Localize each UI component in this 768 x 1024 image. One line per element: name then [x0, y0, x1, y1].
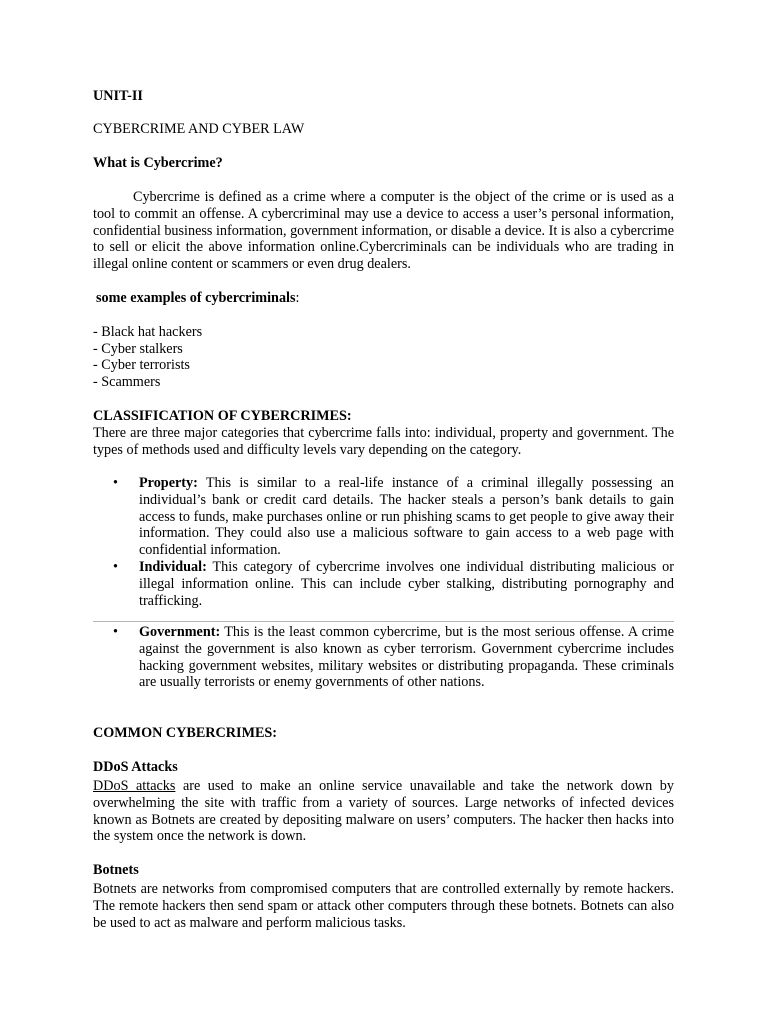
- example-item: - Black hat hackers: [93, 324, 203, 340]
- example-item: - Cyber stalkers: [93, 341, 183, 357]
- bullet-icon: •: [113, 624, 118, 640]
- bullet-icon: •: [113, 475, 118, 491]
- example-item: - Cyber terrorists: [93, 357, 190, 373]
- classification-intro: There are three major categories that cybercrime falls into: individual, property and government. The types of methods used and difficulty levels vary depending on the category.: [93, 425, 674, 458]
- botnets-heading: Botnets: [93, 862, 139, 878]
- item-term: Property:: [139, 475, 198, 491]
- item-text: This category of cybercrime involves one individual distributing malicious or illegal information online. This can include cyber stalking, distributing pornography and trafficking.: [139, 558, 674, 609]
- examples-heading-colon: :: [295, 290, 300, 306]
- ddos-heading: DDoS Attacks: [93, 759, 178, 775]
- classification-heading: CLASSIFICATION OF CYBERCRIMES:: [93, 408, 352, 424]
- document-title: CYBERCRIME AND CYBER LAW: [93, 121, 305, 137]
- item-term: Individual:: [139, 558, 207, 575]
- examples-heading-text: some examples of cybercriminals: [96, 290, 296, 306]
- ddos-attacks-link[interactable]: DDoS attacks: [93, 778, 176, 794]
- list-item-property: [93, 475, 674, 559]
- separator-line: [93, 621, 674, 622]
- ddos-text: are used to make an online service unavailable and take the network down by overwhelming the site with traffic from a variety of sources. Large networks of infected devices known as Botnets are created by depositing malware on users’ computers. The hacker then hacks into the system once the network is down.: [93, 778, 674, 845]
- item-text: This is the least common cybercrime, but is the most serious offense. A crime against the government is also known as cyber terrorism. Government cybercrime includes hacking government websites, military websites or distributing propaganda. These criminals are usually terrorists or enemy governments of other nations.: [139, 624, 674, 691]
- examples-heading: [96, 290, 677, 307]
- common-cybercrimes-heading: COMMON CYBERCRIMES:: [93, 725, 278, 741]
- botnets-paragraph: Botnets are networks from compromised computers that are controlled externally by remote hackers. The remote hackers then send spam or attack other computers through these botnets. Botnets can also be used to act as malware and perform malicious tasks.: [93, 881, 674, 931]
- what-is-cybercrime-heading: What is Cybercrime?: [93, 155, 223, 171]
- list-item-government: [93, 624, 674, 691]
- item-text: This is similar to a real-life instance of a criminal illegally possessing an individual’s bank or credit card details. The hacker steals a person’s bank details to gain access to funds, make purchases online or run phishing scams to get people to give away their information. They could also use a malicious software to gain access to a web page with confidential information.: [139, 475, 674, 559]
- classification-list-continued: [93, 624, 674, 691]
- ddos-paragraph: [93, 778, 674, 845]
- item-term: Government:: [139, 624, 221, 640]
- bullet-icon: •: [113, 558, 118, 575]
- list-item-individual: [93, 559, 674, 609]
- intro-paragraph: Cybercrime is defined as a crime where a computer is the object of the crime or is used as a tool to commit an offense. A cybercriminal may use a device to access a user’s personal information, confidential business information, government information, or disable a device. It is also a cybercrime to sell or elicit the above information online.Cybercriminals can be individuals who are trading in illegal online content or scammers or even drug dealers.: [93, 189, 674, 273]
- unit-label: UNIT-II: [93, 88, 143, 104]
- example-item: - Scammers: [93, 374, 161, 390]
- classification-list: [93, 475, 674, 609]
